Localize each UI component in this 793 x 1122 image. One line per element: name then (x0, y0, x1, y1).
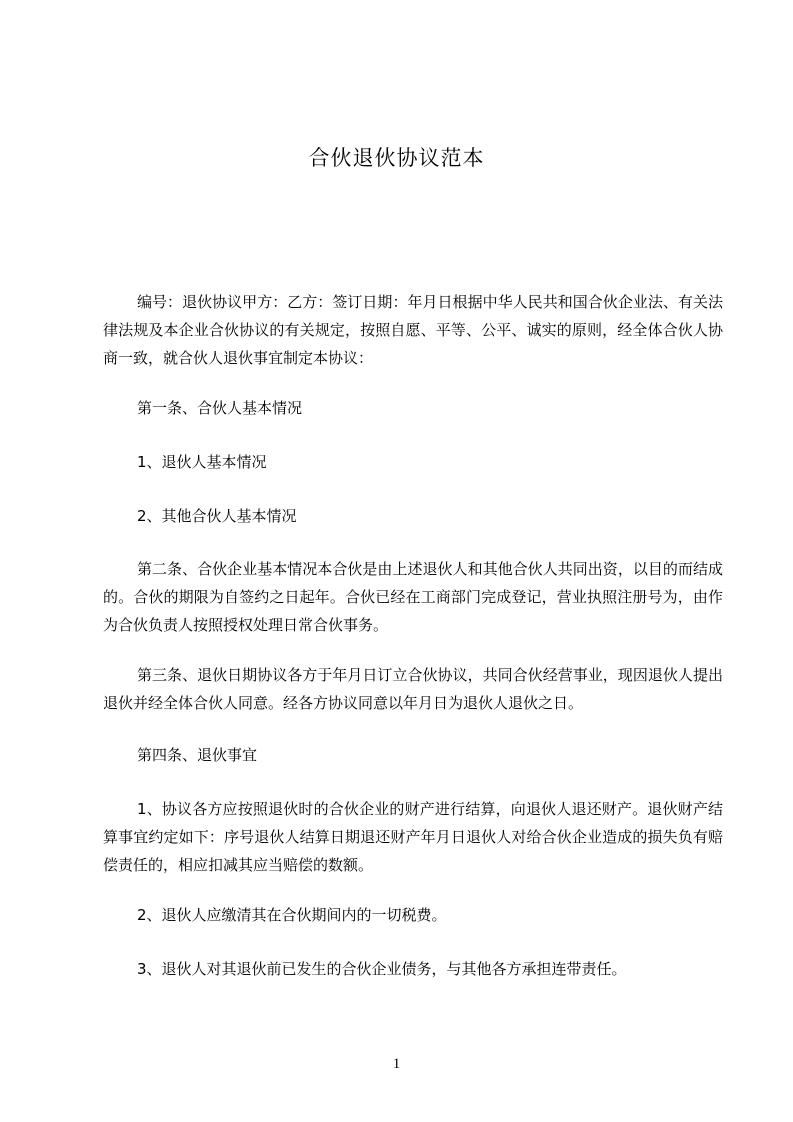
article-4-item-1: 1、协议各方应按照退伙时的合伙企业的财产进行结算，向退伙人退还财产。退伙财产结算事宜约定如下：序号退伙人结算日期退还财产年月日退伙人对给合伙企业造成的损失负有赔偿责任的，相应扣减其应当赔偿的数额。 (103, 800, 723, 874)
article-1-item-2: 2、其他合伙人基本情况 (137, 507, 297, 525)
page-number: 1 (392, 1056, 401, 1072)
document-title: 合伙退伙协议范本 (308, 146, 485, 170)
article-4-item-2: 2、退伙人应缴清其在合伙期间内的一切税费。 (137, 906, 447, 924)
intro-paragraph: 编号：退伙协议甲方：乙方：签订日期：年月日根据中华人民共和国合伙企业法、有关法律法规及本企业合伙协议的有关规定，按照自愿、平等、公平、诚实的原则，经全体合伙人协商一致，就合伙人退伙事宜制定本协议： (103, 293, 723, 367)
article-1-item-1: 1、退伙人基本情况 (137, 453, 267, 471)
article-2-paragraph: 第二条、合伙企业基本情况本合伙是由上述退伙人和其他合伙人共同出资，以目的而结成的。合伙的期限为自签约之日起年。合伙已经在工商部门完成登记，营业执照注册号为，由作为合伙负责人按照授权处理日常合伙事务。 (103, 560, 723, 634)
article-4-heading: 第四条、退伙事宜 (137, 746, 258, 764)
article-4-item-3: 3、退伙人对其退伙前已发生的合伙企业债务，与其他各方承担连带责任。 (137, 960, 627, 978)
article-1-heading: 第一条、合伙人基本情况 (137, 399, 303, 417)
article-3-paragraph: 第三条、退伙日期协议各方于年月日订立合伙协议，共同合伙经营事业，现因退伙人提出退伙并经全体合伙人同意。经各方协议同意以年月日为退伙人退伙之日。 (103, 666, 723, 712)
